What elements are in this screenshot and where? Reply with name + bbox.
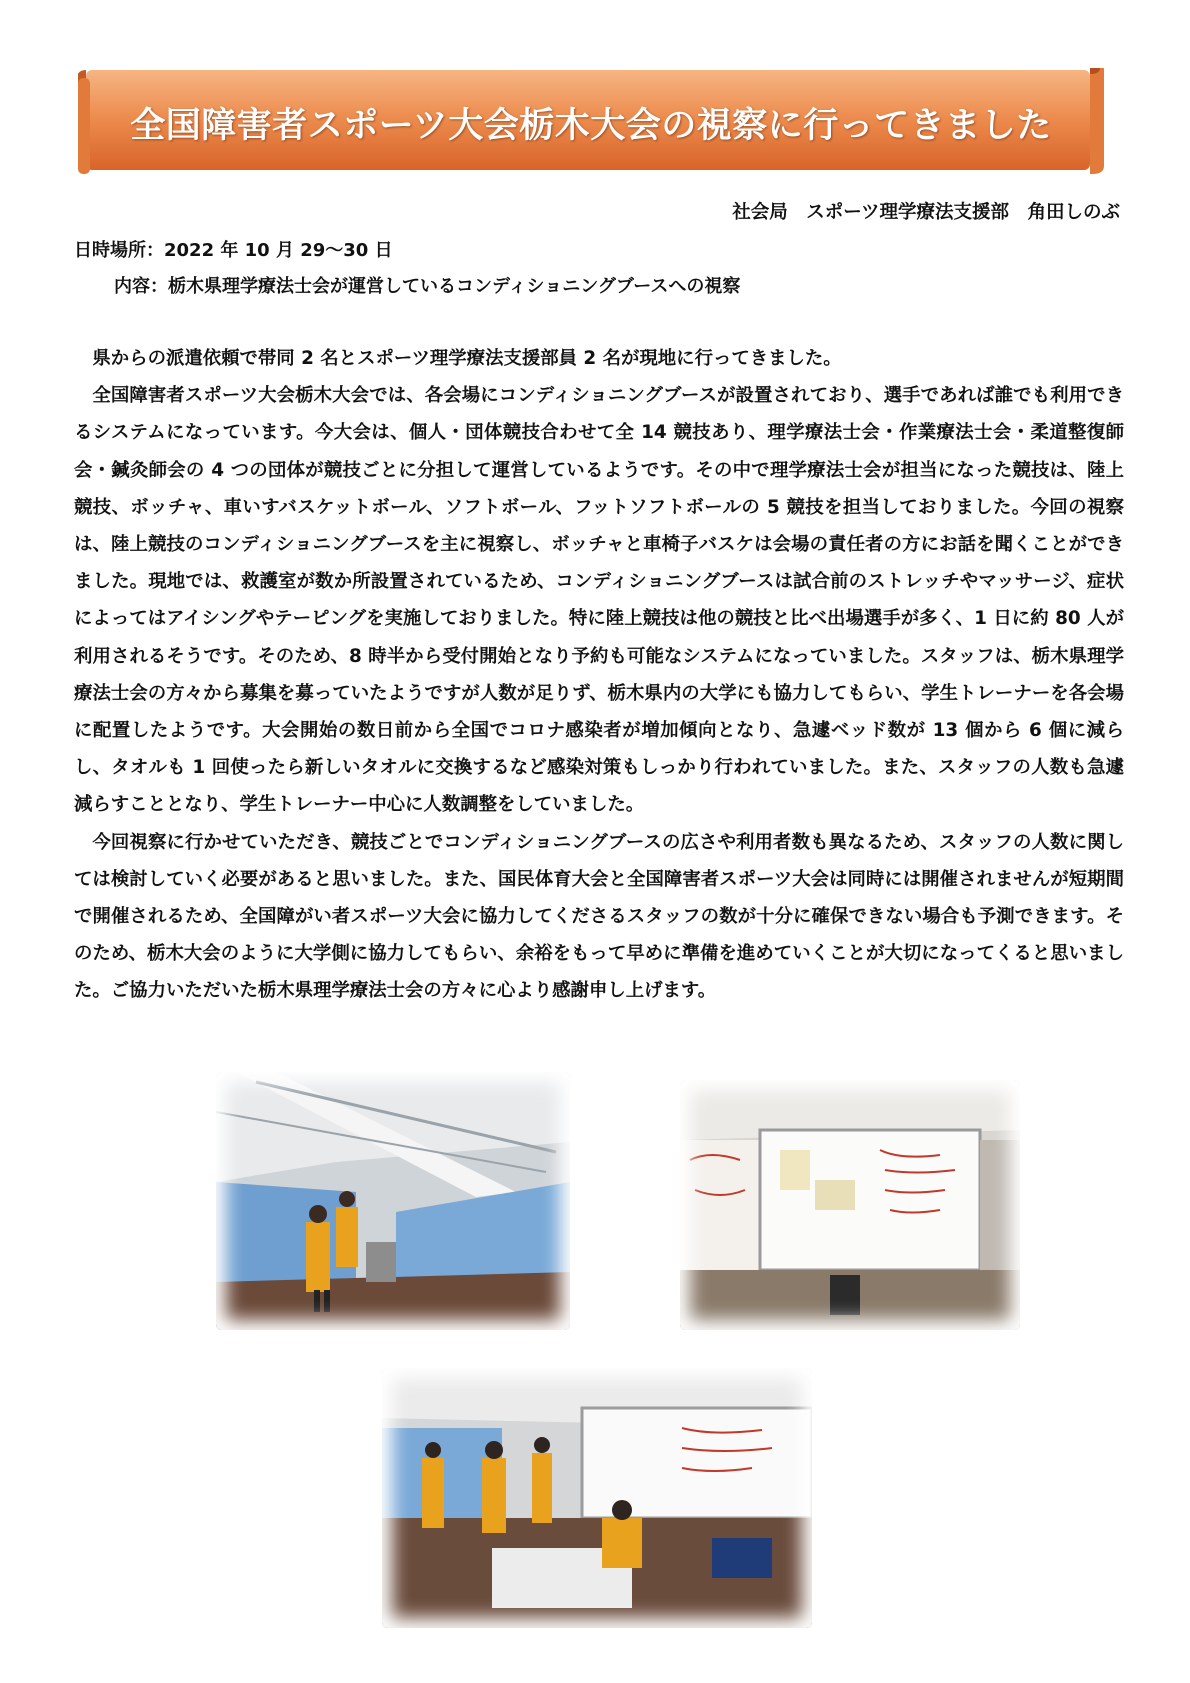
paragraph: 全国障害者スポーツ大会栃木大会では、各会場にコンディショニングブースが設置されており、選手であれば誰でも利用できるシステムになっています。今大会は、個人・団体競技合わせて全 14 競技あり、理学療法士会・作業療法士会・柔道整復師会・鍼灸師会の 4 つの団体が競技ごとに分担して運営しているようです。その中で理学療法士会が担当になった競技は、陸上競技、ボッチャ、車いすバスケットボール、ソフトボール、フットソフトボールの 5 競技を担当しておりました。今回の視察は、陸上競技のコンディショニングブースを主に視察し、ボッチャと車椅子バスケは会場の責任者の方にお話を聞くことができました。現地では、救護室が数か所設置されているため、コンディショニングブースは試合前のストレッチやマッサージ、症状によってはアイシングやテーピングを実施しておりました。特に陸上競技は他の競技と比べ出場選手が多く、1 日に約 80 人が利用されるそうです。そのため、8 時半から受付開始となり予約も可能なシステムになっていました。スタッフは、栃木県理学療法士会の方々から募集を募っていたようですが人数が足りず、栃木県内の大学にも協力してもらい、学生トレーナーを各会場に配置したようです。大会開始の数日前から全国でコロナ感染者が増加傾向となり、急遽ベッド数が 13 個から 6 個に減らし、タオルも 1 回使ったら新しいタオルに交換するなど感染対策もしっかり行われていました。また、スタッフの人数も急遽減らすこととなり、学生トレーナー中心に人数調整をしていました。 — [74, 385, 1124, 816]
paragraph: 県からの派遣依頼で帯同 2 名とスポーツ理学療法支援部員 2 名が現地に行ってきました。 — [92, 348, 842, 369]
date-place: 日時場所：2022 年 10 月 29～30 日 — [74, 240, 393, 261]
photo-booth-corridor — [216, 1072, 570, 1330]
page-title: 全国障害者スポーツ大会栃木大会の視察に行ってきました — [130, 106, 1052, 146]
paragraph: 今回視察に行かせていただき、競技ごとでコンディショニングブースの広さや利用者数も異なるため、スタッフの人数に関しては検討していく必要があると思いました。また、国民体育大会と全国障害者スポーツ大会は同時には開催されませんが短期間で開催されるため、全国障がい者スポーツ大会に協力してくださるスタッフの数が十分に確保できない場合も予測できます。そのため、栃木大会のように大学側に協力してもらい、余裕をもって早めに準備を進めていくことが大切になってくると思いました。ご協力いただいた栃木県理学療法士会の方々に心より感謝申し上げます。 — [74, 831, 1125, 1002]
author-line: 社会局 スポーツ理学療法支援部 角田しのぶ — [732, 202, 1120, 223]
content-line: 内容：栃木県理学療法士会が運営しているコンディショニングブースへの視察 — [114, 276, 741, 297]
title-banner — [78, 68, 1104, 178]
article-body — [74, 340, 1124, 1010]
photo-whiteboard — [680, 1080, 1020, 1330]
photo-booth-reception — [382, 1368, 812, 1628]
